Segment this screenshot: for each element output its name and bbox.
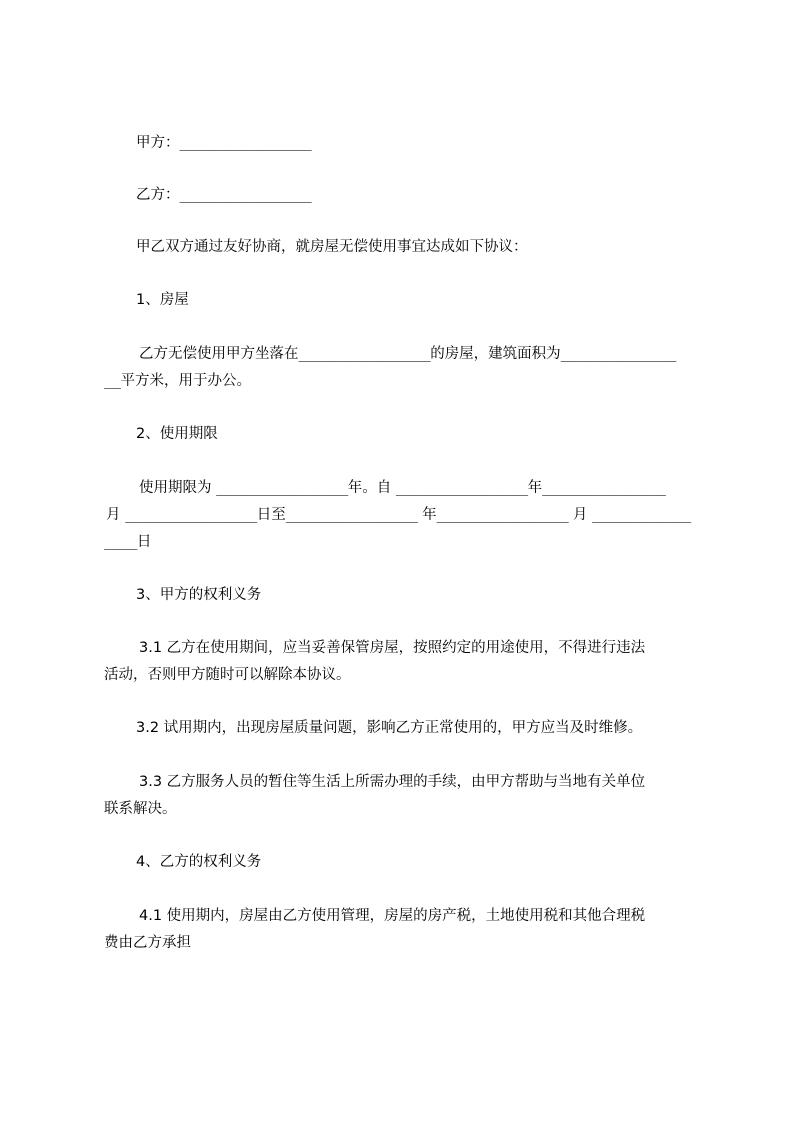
- term-text-f: 年: [417, 507, 437, 523]
- clause-3-3-line1: 3.3 乙方服务人员的暂住等生活上所需办理的手续，由甲方帮助与当地有关单位: [139, 774, 646, 790]
- term-text-e: 日至: [256, 507, 286, 523]
- section3-heading: 3、甲方的权利义务: [136, 587, 262, 603]
- section2-heading: 2、使用期限: [136, 426, 218, 442]
- clause-3-1-line1: 3.1 乙方在使用期间，应当妥善保管房屋，按照约定的用途使用，不得进行违法: [139, 640, 646, 656]
- party-a-label: 甲方：: [136, 135, 180, 151]
- section1-text-c: 平方米，用于办公。: [120, 373, 251, 389]
- party-b-label: 乙方：: [136, 187, 180, 203]
- section2-line3: [104, 532, 151, 552]
- term-years-blank: ________________: [216, 480, 348, 496]
- start-year-blank: ________________: [395, 480, 528, 496]
- term-text-d: 月: [106, 507, 126, 523]
- area-blank-continued: __: [104, 373, 121, 389]
- start-month-blank: _______________: [542, 480, 666, 496]
- section1-line2: [104, 371, 251, 391]
- area-blank: ______________: [560, 346, 676, 362]
- clause-4-1-line2: 费由乙方承担: [104, 935, 191, 951]
- end-year-blank: ________________: [285, 507, 418, 523]
- section1-line1: [139, 344, 676, 364]
- party-a-line: [136, 133, 311, 153]
- party-b-line: [136, 185, 311, 205]
- term-text-b: 年。自: [347, 480, 396, 496]
- section1-heading: 1、房屋: [136, 292, 189, 308]
- end-day-blank: ____________: [592, 507, 691, 523]
- intro-paragraph: 甲乙双方通过友好协商，就房屋无偿使用事宜达成如下协议：: [136, 239, 528, 255]
- term-text-h: 日: [136, 534, 152, 550]
- end-month-blank: ________________: [436, 507, 569, 523]
- term-text-a: 使用期限为: [139, 480, 217, 496]
- section4-heading: 4、乙方的权利义务: [136, 854, 262, 870]
- clause-3-2: 3.2 试用期内，出现房屋质量问题，影响乙方正常使用的，甲方应当及时维修。: [136, 720, 643, 736]
- location-blank: ________________: [298, 346, 431, 362]
- end-day-blank-continued: ____: [104, 534, 137, 550]
- clause-3-1-line2: 活动，否则甲方随时可以解除本协议。: [104, 667, 351, 683]
- section2-line2: [106, 505, 691, 525]
- clause-3-3-line2: 联系解决。: [104, 801, 177, 817]
- party-a-blank: ________________: [179, 135, 312, 151]
- party-b-blank: ________________: [179, 187, 312, 203]
- term-text-c: 年: [527, 480, 543, 496]
- term-text-g: 月: [568, 507, 592, 523]
- section2-line1: [139, 478, 666, 498]
- section1-text-a: 乙方无偿使用甲方坐落在: [139, 346, 299, 362]
- start-day-blank: ________________: [125, 507, 257, 523]
- clause-4-1-line1: 4.1 使用期内，房屋由乙方使用管理，房屋的房产税，土地使用税和其他合理税: [139, 908, 646, 924]
- section1-text-b: 的房屋，建筑面积为: [430, 346, 561, 362]
